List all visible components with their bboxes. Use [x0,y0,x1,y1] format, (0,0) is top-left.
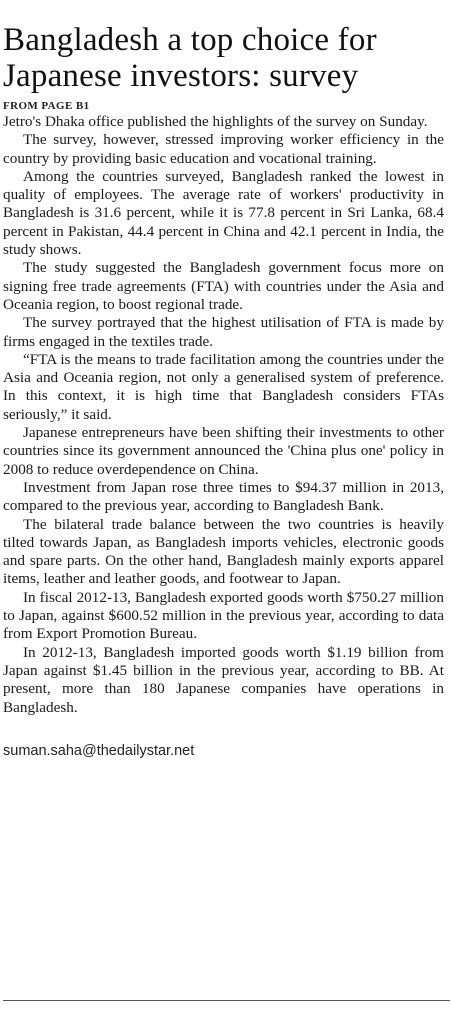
paragraph: Investment from Japan rose three times to $94.37 million in 2013, compared to the previous year, according to Bangladesh Bank. [3,478,444,515]
paragraph: Jetro's Dhaka office published the highlights of the survey on Sunday. [3,113,428,130]
headline [3,22,452,94]
headline-line-2: Japanese investors: survey [3,58,359,94]
headline-line-1: Bangladesh a top choice for [3,22,377,58]
paragraph: “FTA is the means to trade facilitation among the countries under the Asia and Oceania region, not only a generalised system of preference. In this context, it is high time that Bangladesh considers FTAs seriously,” it said. [3,350,444,423]
paragraph: In fiscal 2012-13, Bangladesh exported goods worth $750.27 million to Japan, against $600.52 million in the previous year, according to data from Export Promotion Bureau. [3,588,444,643]
byline-email: suman.saha@thedailystar.net [3,742,195,759]
jump-line: FROM PAGE B1 [3,100,90,112]
article-clipping [0,22,452,1023]
paragraph: The survey portrayed that the highest utilisation of FTA is made by firms engaged in the textiles trade. [3,314,444,350]
paragraph: The bilateral trade balance between the two countries is heavily tilted towards Japan, as Bangladesh imports vehicles, electronic goods and spare parts. On the other hand, Bangladesh mainly exports apparel items, leather and leather goods, and footwear to Japan. [3,515,444,588]
paragraph: Among the countries surveyed, Bangladesh ranked the lowest in quality of employees. The average rate of workers' productivity in Bangladesh is 31.6 percent, while it is 77.8 percent in Sri Lanka, 68.4 percent in Pakistan, 44.4 percent in China and 42.1 percent in India, the study shows. [3,167,444,259]
paragraph: The survey, however, stressed improving worker efficiency in the country by providing basic education and vocational training. [3,131,444,167]
article-body [3,113,444,717]
paragraph: In 2012-13, Bangladesh imported goods worth $1.19 billion from Japan against $1.45 billion in the previous year, according to BB. At present, more than 180 Japanese companies have operations in Bangladesh. [3,643,444,716]
paragraph: Japanese entrepreneurs have been shifting their investments to other countries since its government announced the 'China plus one' policy in 2008 to reduce overdependence on China. [3,424,444,478]
paragraph: The study suggested the Bangladesh government focus more on signing free trade agreements (FTA) with countries under the Asia and Oceania region, to boost regional trade. [3,259,444,313]
